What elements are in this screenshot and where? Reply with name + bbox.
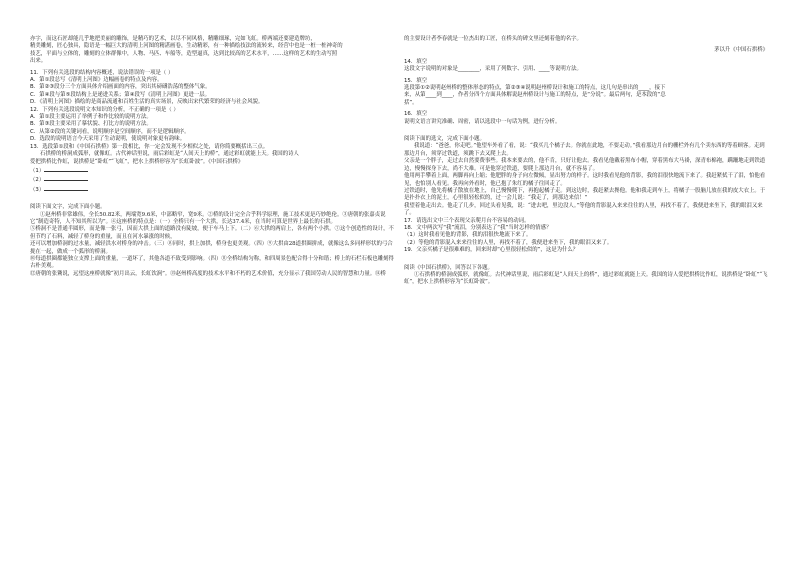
option-d: D．选段的说明语言今天采用了生动说明，使说明对象更有韵味。 <box>30 136 186 143</box>
passage-text: ①赵州桥非常雄伟，全长50.82米，两端宽9.6米，中部略窄，宽9米。②桥的设计完全合乎科学原理，施工技术更是巧妙绝伦。③唐朝的张嘉贞说它“制造奇特，人不知其所以为”。④这座桥的特点是：（一）全桥只有一个大拱，长达37.4米，在当时可算是世界上最长的石拱。 <box>30 211 386 225</box>
passage-text: 的主要设计者李春就是一位杰出的工匠，在桥头的碑文里还刻着他的名字。 <box>404 36 582 42</box>
question-18-b: （2）等他的背影混入来来往往的人里，再找不着了，我便进来坐下，我的眼泪又来了。 <box>404 239 613 246</box>
passage-text: ⑩每道拱圈都能独立支撑上面的重量，一道坏了，其他各道不致受到影响。（四）⑪全桥结构匀称，和四周景色配合得十分和谐；桥上的石栏石板也雕刻得古朴美观。 <box>30 255 394 270</box>
answer-line-2: （2） <box>30 175 394 184</box>
option-c: C．第④段与第⑤段结构上是递进关系；第④段写《清明上河图》更进一层。 <box>30 91 210 98</box>
option-b: B．第②③段分三个方面具体介绍画面的内容，突出其磅礴浩荡的整体气象。 <box>30 84 211 91</box>
question-15: 15．填空 <box>404 77 428 84</box>
answer-line-3: （3） <box>30 185 394 194</box>
question-18: 18．文中两次写“我”流泪，分别表达了“我”当时怎样的情感？ <box>404 224 552 231</box>
passage-text: 父亲是一个胖子，走过去自然要费事些。我本来要去的，他不肯，只好让他去。我看见他戴着黑布小帽，穿着黑布大马褂，深青布棉袍，蹒跚地走到铁道边，慢慢探身下去，尚不大难。可是他穿过铁道，要爬上那边月台，就不容易了。 <box>404 158 766 172</box>
passage-text: ①石拱桥的桥洞成弧形，就像虹。古代神话里说，雨后彩虹是“人间天上的桥”，通过彩虹就能上天。我国的诗人爱把拱桥比作虹，说拱桥是“卧虹”“飞虹”，把水上拱桥形容为“长虹卧波”。 <box>404 271 768 286</box>
reading-intro: 阅读下面文字，完成下面小题。 <box>30 204 106 211</box>
question-16: 16．填空 <box>404 111 428 118</box>
question-15-text: 选段第①②说明赵州桥的整体形态的特点，第②③④说明赵州桥设计和施工的特点，这几句是串出的____，接下 <box>404 85 666 92</box>
passage-text: 我说道：“爸爸，你走吧。”他望车外看了看，说：“我买几个橘子去。你就在此地，不要走动。”我看那边月台的栅栏外有几个卖东西的等着顾客。走到那边月台，须穿过铁道，须跳下去又爬上去。 <box>404 143 765 157</box>
question-14: 14．填空 <box>404 58 428 65</box>
question-11: 11．下列有关选段的结构内容概述，说法错误的一项是（ ） <box>30 69 174 76</box>
question-16-text: 说明文语言讲究准确、周密，请以选段中一句话为例，进行分析。 <box>404 118 561 125</box>
reading-intro: 阅读下面的选文，完成下面小题。 <box>404 136 485 143</box>
source-citation: 茅以升《中国石拱桥》 <box>714 47 768 54</box>
quote-text: 石拱桥的桥洞成弧形，就像虹。古代神话里说，雨后彩虹是“人间天上的桥”，通过彩虹就能上天。我国的诗人 <box>40 151 299 158</box>
left-column <box>30 36 394 278</box>
passage-text: 亦字，而这石匠却能几乎地把美丽的雕饰，是精巧的艺术，以尽不同风格，精雕细琢，完如飞虹。桥两端还要建造牌坊， <box>30 36 316 42</box>
passage-text: ⑤桥洞不是普通半圆形，而是像一张弓，因而大拱上面的道路没有陡坡，便于车马上下。（二）⑥大拱的两肩上，各有两个小拱。⑦这个创造性的设计，不但节约了石料，减轻了桥身的重量，而且在河水暴涨的时候， <box>30 226 394 240</box>
passage-text: 他用两手攀着上面，两脚再向上缩；他肥胖的身子向左微倾，显出努力的样子。这时我看见他的背影，我的泪很快地流下来了。我赶紧拭干了泪，怕他看见，也怕别人看见。我再向外看时，他已抱了朱红的橘子往回走了。 <box>404 173 766 187</box>
question-18-a: （1）这时我看见他的背影，我的泪很快地流下来了。 <box>404 232 532 239</box>
passage-text: ⑫唐朝的张鷟说，远望这座桥就像“初月出云，长虹饮涧”。⑬赵州桥高度的技术水平和不朽的艺术价值，充分显示了我国劳动人民的智慧和力量。⑭桥 <box>30 270 386 277</box>
question-15-text: 括”。 <box>404 99 418 106</box>
reading-intro: 阅读《中国石拱桥》，回答以下各题。 <box>404 264 493 271</box>
passage-text: 过铁道时，他先将橘子散放在地上，自己慢慢爬下，再抱起橘子走。到这边时，我赶紧去搀他。他和我走到车上，将橘子一股脑儿放在我的皮大衣上。于是扑扑衣上的泥土，心里很轻松似的，过一会儿说：“我走了，到那边来信！” <box>404 187 766 202</box>
option-a: A．第①段总写《清明上河图》边幅画卷的特点及内容。 <box>30 77 163 84</box>
passage-text: 出来。 <box>30 58 47 65</box>
question-12: 12．下列有关选段说明文本知识的分析，不正确的一项是（ ） <box>30 106 179 113</box>
right-column <box>404 36 768 287</box>
option-a: A．第①段主要运用了举例子和作比较的说明方法。 <box>30 114 152 121</box>
option-b: B．第③段主要采用了摹状貌、打比方的说明方法。 <box>30 121 152 128</box>
question-13: 13．选段第①段和《中国石拱桥》第一段相比，你一定会发现不少相似之处，请你简要概括出三点。 <box>30 143 269 150</box>
answer-line-1: （1） <box>30 166 394 175</box>
question-17: 17．请选出文中三个表现父亲爬月台不容易的动词。 <box>404 217 530 224</box>
question-19: 19．父亲买橘子是很难难的，回来时却“心里很轻松似的”，这是为什么？ <box>404 247 579 254</box>
passage-text: 精美雕刻，匠心独具，隐语是一幅巨大的清明上河图的精湛画卷，生动精彩，有一种描绘技法的流转来，经营中也是一桩一桩神奇的 <box>30 43 343 50</box>
option-c: C．从第②段的关键词看，说明顺序是空间顺序，而不是逻辑顺序。 <box>30 128 190 135</box>
quote-text: 爱把拱桥比作虹，说拱桥是“卧虹”“飞虹”，把水上拱桥形容为“长虹卧波”。《中国石拱桥》 <box>30 158 244 165</box>
option-d: D．《清明上河图》描绘的是商品流通和百姓生活的真实场景，反映出宋代繁荣的经济与社会风貌。 <box>30 99 264 106</box>
question-15-text: 来，从第____到____，作者分四个方面具体解说赵州桥设计与施工的特点，是“分说”。最后两句，是本段的“总 <box>404 92 666 99</box>
question-14-text: 这段文字说明的对象是________，采用了列数字、引用、____等说明方法。 <box>404 66 582 73</box>
passage-text: 技艺，平面与立体的，雕刻的立体群像中，人物、马匹、车船等，造型逼真，达到比较高的艺术水平，……这样的艺术的生动写照 <box>30 50 338 57</box>
passage-text: 还可以增加桥洞的过水量，减轻洪水对桥身的冲击。（三）⑧同时，拱上加拱，桥身也更美观。（四）⑨大拱由28道拱圈拼成，就像这么多同样形状的弓合拢在一起，做成一个弧形的桥洞。 <box>30 241 393 255</box>
passage-text: 我望着他走出去。他走了几步，回过头看见我，说：“进去吧，里边没人。”等他的背影混入来来往往的人里，再找不着了，我便进来坐下，我的眼泪又来了。 <box>404 202 763 217</box>
